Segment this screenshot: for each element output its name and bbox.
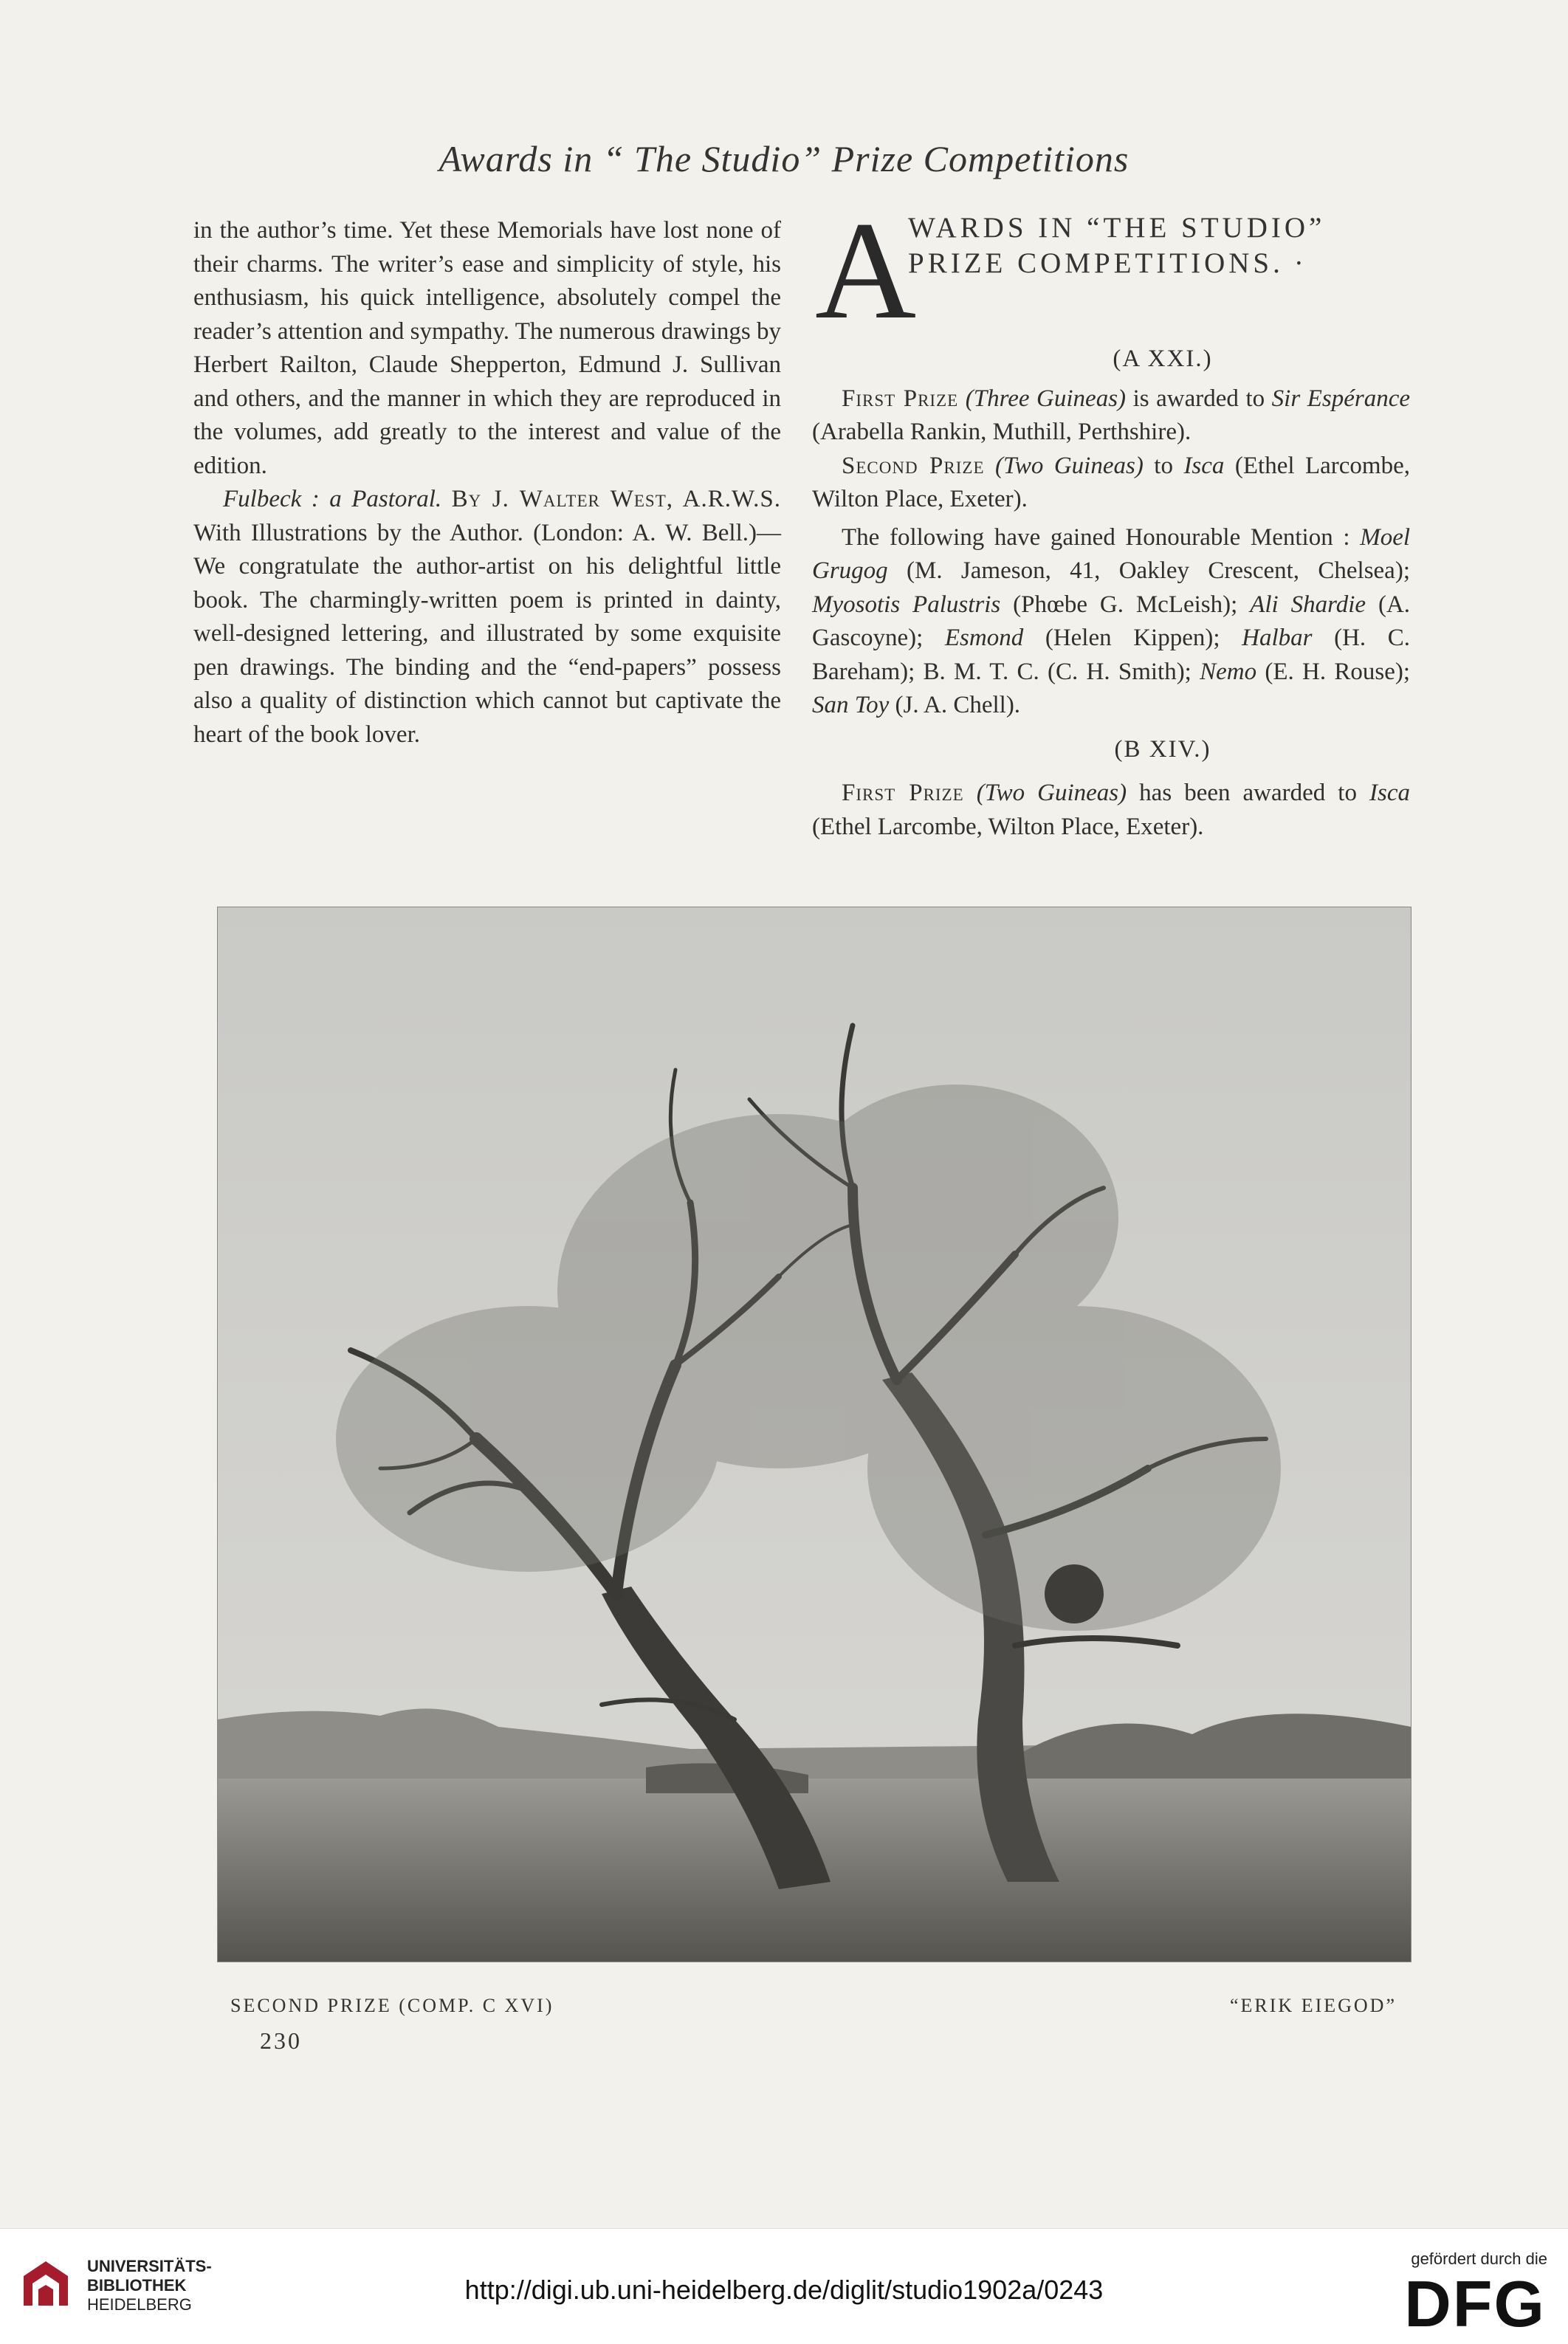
b-first-prize: First Prize (Two Guineas) has been awarded to Isca (Ethel Larcombe, Wilton Place, Exeter).: [812, 780, 1410, 840]
tree-photograph: [217, 907, 1411, 1962]
left-paragraph-1: in the author’s time. Yet these Memorials have lost none of their charms. The writer’s ease and simplicity of style, his enthusiasm, his quick intelligence, absolutely compel the reader’s attention and sympathy. The numerous drawings by Herbert Railton, Claude Shepperton, Edmund J. Sullivan and others, and the manner in which they are reproduced in the volumes, add greatly to the interest and value of the edition.: [193, 217, 781, 479]
photo-caption-left: SECOND PRIZE (COMP. C XVI): [230, 1995, 554, 2016]
a-second-prize: Second Prize (Two Guineas) to Isca (Ethel Larcombe, Wilton Place, Exeter).: [812, 452, 1410, 512]
photo-caption-right: “ERIK EIEGOD”: [1230, 1995, 1397, 2016]
book-author: By J. Walter West, A.R.W.S.: [451, 486, 781, 512]
a-first-prize: First Prize (Three Guineas) is awarded to Sir Espérance (Arabella Rankin, Muthill, Perthshire).: [812, 385, 1410, 445]
heading-line-2: PRIZE COMPETITIONS. ·: [908, 247, 1307, 279]
page-number: 230: [260, 2027, 302, 2054]
digitization-footer: [0, 2228, 1568, 2344]
section-a-title: (A XXI.): [1113, 346, 1213, 372]
drop-cap: A: [815, 193, 917, 348]
running-head: Awards in “ The Studio” Prize Competitions: [439, 138, 1129, 179]
right-column: [812, 193, 1411, 844]
left-column: [193, 214, 781, 752]
funded-by-label: gefördert durch die: [1411, 2250, 1547, 2268]
honourable-mentions: The following have gained Honourable Mention : Moel Grugog (M. Jameson, 41, Oakley Crescent, Chelsea); Myosotis Palustris (Phœbe G. McLeish); Ali Shardie (A. Gascoyne); Esmond (Helen Kippen); Halbar (H. C. Bareham); B. M. T. C. (C. H. Smith); Nemo (E. H. Rouse); San Toy (J. A. Chell).: [812, 523, 1411, 718]
awards-heading: [812, 193, 1410, 348]
left-paragraph-2: [193, 483, 781, 752]
section-b-title: (B XIV.): [1114, 735, 1211, 763]
source-url-link[interactable]: http://digi.ub.uni-heidelberg.de/diglit/studio1902a/0243: [464, 2275, 1104, 2305]
library-name: UNIVERSITÄTS- BIBLIOTHEK HEIDELBERG: [87, 2257, 212, 2314]
book-review-body: With Illustrations by the Author. (London: A. W. Bell.)—We congratulate the author-artist on his delightful little book. The charmingly-written poem is printed in dainty, well-designed lettering, and illustrated by some exquisite pen drawings. The binding and the “end-papers” possess also a quality of distinction which cannot but captivate the heart of the book lover.: [193, 519, 781, 748]
heading-line-1: WARDS IN “THE STUDIO”: [908, 212, 1326, 244]
book-title: Fulbeck : a Pastoral.: [223, 486, 442, 512]
dfg-logo: DFG: [1404, 2267, 1546, 2340]
